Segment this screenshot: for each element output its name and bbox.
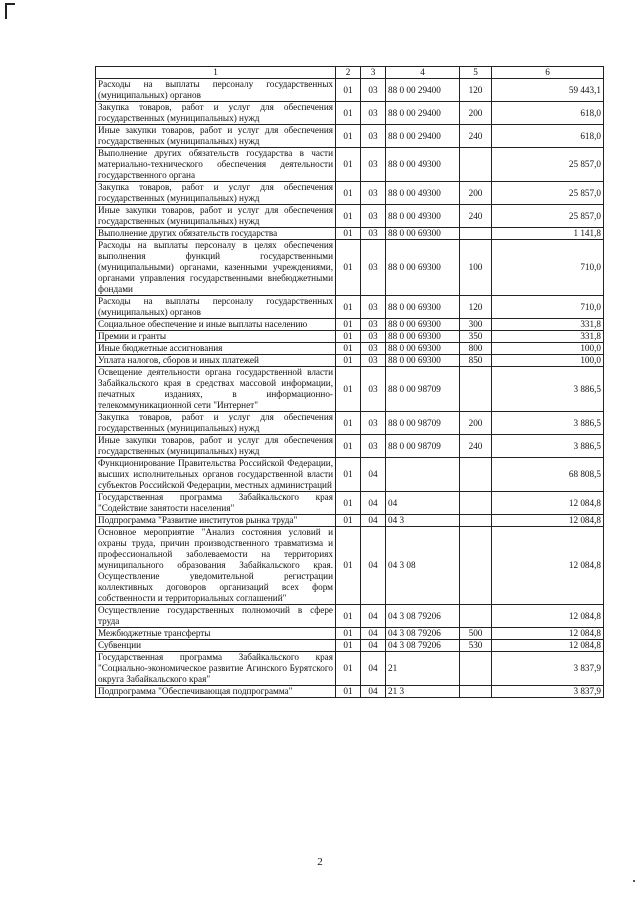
table-row [96,296,604,319]
cell-name: Социальное обеспечение и иные выплаты населению [96,319,336,331]
cell-sum: 12 084,8 [492,628,604,640]
cell-name: Выполнение других обязательств государства [96,228,336,240]
cell-sum: 331,8 [492,319,604,331]
cell-rz: 01 [336,296,361,319]
cell-pr: 04 [361,527,386,605]
cell-sum: 12 084,8 [492,605,604,628]
cell-name: Закупка товаров, работ и услуг для обеспечения государственных (муниципальных) нужд [96,182,336,205]
cell-rz: 01 [336,367,361,412]
cell-vr: 100 [460,240,492,296]
cell-csr: 88 0 00 69300 [386,331,460,343]
header-cell-csr: 4 [386,67,460,79]
scan-speck [633,880,635,882]
cell-sum: 25 857,0 [492,205,604,228]
cell-rz: 01 [336,628,361,640]
cell-vr [460,605,492,628]
cell-rz: 01 [336,458,361,492]
table-row [96,686,604,698]
cell-sum: 68 808,5 [492,458,604,492]
cell-sum: 12 084,8 [492,515,604,527]
cell-pr: 04 [361,515,386,527]
cell-vr: 530 [460,640,492,652]
budget-table [95,66,604,698]
cell-vr: 200 [460,182,492,205]
table-row [96,492,604,515]
table-row [96,102,604,125]
table-row [96,331,604,343]
cell-pr: 03 [361,205,386,228]
cell-vr: 350 [460,331,492,343]
cell-csr: 88 0 00 49300 [386,205,460,228]
cell-vr: 240 [460,125,492,148]
cell-rz: 01 [336,228,361,240]
cell-name: Расходы на выплаты персоналу государственных (муниципальных) органов [96,296,336,319]
cell-pr: 03 [361,125,386,148]
cell-vr: 800 [460,343,492,355]
cell-pr: 04 [361,605,386,628]
cell-vr [460,148,492,182]
table-row [96,515,604,527]
cell-sum: 25 857,0 [492,148,604,182]
cell-csr: 88 0 00 69300 [386,296,460,319]
table-row [96,355,604,367]
table-row [96,412,604,435]
cell-pr: 03 [361,367,386,412]
header-cell-sum: 6 [492,67,604,79]
cell-rz: 01 [336,435,361,458]
header-cell-vr: 5 [460,67,492,79]
header-cell-pr: 3 [361,67,386,79]
cell-name: Подпрограмма "Развитие институтов рынка труда" [96,515,336,527]
table-row [96,652,604,686]
table-row [96,435,604,458]
cell-name: Уплата налогов, сборов и иных платежей [96,355,336,367]
table-row [96,640,604,652]
cell-rz: 01 [336,240,361,296]
header-cell-rz: 2 [336,67,361,79]
cell-rz: 01 [336,102,361,125]
table-row [96,240,604,296]
cell-csr: 04 3 08 79206 [386,628,460,640]
header-cell-name: 1 [96,67,336,79]
cell-vr: 240 [460,205,492,228]
cell-name: Основное мероприятие "Анализ состояния условий и охраны труда, причин производственного травматизма и профессиональной заболеваемости на территориях муниципального образования Забайкальского края. Осуществление уведомительной регистрации коллективных договоров организаций всех форм собственности и территориальных соглашений" [96,527,336,605]
cell-csr: 88 0 00 29400 [386,79,460,102]
cell-pr: 03 [361,412,386,435]
table-row [96,228,604,240]
cell-csr: 88 0 00 69300 [386,228,460,240]
cell-rz: 01 [336,605,361,628]
cell-pr: 03 [361,343,386,355]
cell-csr: 04 3 08 79206 [386,640,460,652]
cell-rz: 01 [336,182,361,205]
cell-sum: 710,0 [492,240,604,296]
cell-name: Осуществление государственных полномочий в сфере труда [96,605,336,628]
cell-csr: 88 0 00 69300 [386,319,460,331]
cell-pr: 03 [361,102,386,125]
table-row [96,458,604,492]
cell-name: Освещение деятельности органа государственной власти Забайкальского края в средствах массовой информации, печатных изданиях, в информационно-телекоммуникационной сети "Интернет" [96,367,336,412]
cell-pr: 03 [361,148,386,182]
cell-name: Межбюджетные трансферты [96,628,336,640]
cell-vr: 200 [460,102,492,125]
table-row [96,605,604,628]
cell-csr: 88 0 00 69300 [386,355,460,367]
cell-rz: 01 [336,640,361,652]
cell-csr: 88 0 00 29400 [386,125,460,148]
page-number: 2 [317,856,323,868]
cell-rz: 01 [336,331,361,343]
table-row [96,125,604,148]
cell-name: Премии и гранты [96,331,336,343]
cell-sum: 3 886,5 [492,435,604,458]
table-row [96,343,604,355]
cell-sum: 25 857,0 [492,182,604,205]
cell-pr: 03 [361,296,386,319]
cell-rz: 01 [336,492,361,515]
cell-name: Выполнение других обязательств государства в части материально-технического обеспечения деятельности государственного органа [96,148,336,182]
cell-vr: 850 [460,355,492,367]
cell-sum: 3 886,5 [492,412,604,435]
cell-sum: 710,0 [492,296,604,319]
cell-pr: 03 [361,435,386,458]
cell-csr: 88 0 00 98709 [386,435,460,458]
cell-rz: 01 [336,515,361,527]
cell-sum: 12 084,8 [492,527,604,605]
cell-vr: 200 [460,412,492,435]
cell-csr: 04 [386,492,460,515]
table-row [96,628,604,640]
cell-sum: 618,0 [492,102,604,125]
cell-vr [460,527,492,605]
cell-vr [460,515,492,527]
cell-rz: 01 [336,355,361,367]
cell-pr: 03 [361,228,386,240]
cell-pr: 04 [361,628,386,640]
cell-csr: 88 0 00 49300 [386,182,460,205]
cell-vr: 300 [460,319,492,331]
cell-vr: 240 [460,435,492,458]
cell-csr: 21 3 [386,686,460,698]
cell-vr [460,652,492,686]
cell-name: Государственная программа Забайкальского края "Содействие занятости населения" [96,492,336,515]
cell-rz: 01 [336,343,361,355]
cell-pr: 03 [361,79,386,102]
cell-name: Закупка товаров, работ и услуг для обеспечения государственных (муниципальных) нужд [96,102,336,125]
cell-csr: 04 3 [386,515,460,527]
cell-vr: 120 [460,79,492,102]
table-row [96,182,604,205]
cell-name: Иные закупки товаров, работ и услуг для обеспечения государственных (муниципальных) нужд [96,125,336,148]
cell-csr: 88 0 00 49300 [386,148,460,182]
cell-csr: 88 0 00 98709 [386,367,460,412]
cell-rz: 01 [336,205,361,228]
cell-sum: 618,0 [492,125,604,148]
cell-pr: 04 [361,640,386,652]
cell-sum: 331,8 [492,331,604,343]
cell-name: Закупка товаров, работ и услуг для обеспечения государственных (муниципальных) нужд [96,412,336,435]
cell-csr: 88 0 00 69300 [386,240,460,296]
corner-mark [5,3,15,19]
cell-name: Государственная программа Забайкальского края "Социально-экономическое развитие Агинского Бурятского округа Забайкальского края" [96,652,336,686]
cell-sum: 12 084,8 [492,492,604,515]
cell-rz: 01 [336,527,361,605]
table-row [96,79,604,102]
cell-pr: 03 [361,240,386,296]
cell-pr: 04 [361,686,386,698]
cell-csr: 04 3 08 79206 [386,605,460,628]
cell-name: Функционирование Правительства Российской Федерации, высших исполнительных органов государственной власти субъектов Российской Федерации, местных администраций [96,458,336,492]
cell-name: Субвенции [96,640,336,652]
cell-rz: 01 [336,125,361,148]
table-row [96,367,604,412]
cell-vr [460,686,492,698]
table-row [96,205,604,228]
cell-pr: 03 [361,355,386,367]
cell-name: Иные закупки товаров, работ и услуг для обеспечения государственных (муниципальных) нужд [96,205,336,228]
cell-pr: 04 [361,492,386,515]
cell-sum: 3 837,9 [492,686,604,698]
cell-vr: 120 [460,296,492,319]
header-row [96,67,604,79]
cell-pr: 03 [361,319,386,331]
cell-rz: 01 [336,319,361,331]
cell-rz: 01 [336,79,361,102]
cell-rz: 01 [336,148,361,182]
cell-name: Подпрограмма "Обеспечивающая подпрограмма" [96,686,336,698]
cell-sum: 3 886,5 [492,367,604,412]
cell-sum: 100,0 [492,355,604,367]
cell-sum: 59 443,1 [492,79,604,102]
cell-pr: 04 [361,458,386,492]
cell-rz: 01 [336,412,361,435]
cell-vr: 500 [460,628,492,640]
cell-csr: 88 0 00 29400 [386,102,460,125]
cell-name: Иные закупки товаров, работ и услуг для обеспечения государственных (муниципальных) нужд [96,435,336,458]
cell-csr: 88 0 00 69300 [386,343,460,355]
cell-vr [460,367,492,412]
cell-rz: 01 [336,686,361,698]
cell-pr: 04 [361,652,386,686]
cell-sum: 1 141,8 [492,228,604,240]
table-row [96,527,604,605]
cell-pr: 03 [361,331,386,343]
cell-name: Расходы на выплаты персоналу государственных (муниципальных) органов [96,79,336,102]
table-row [96,148,604,182]
cell-csr: 88 0 00 98709 [386,412,460,435]
cell-rz: 01 [336,652,361,686]
cell-csr [386,458,460,492]
cell-csr: 21 [386,652,460,686]
cell-sum: 100,0 [492,343,604,355]
cell-vr [460,458,492,492]
cell-csr: 04 3 08 [386,527,460,605]
cell-sum: 12 084,8 [492,640,604,652]
cell-name: Иные бюджетные ассигнования [96,343,336,355]
table-row [96,319,604,331]
cell-sum: 3 837,9 [492,652,604,686]
cell-vr [460,228,492,240]
cell-vr [460,492,492,515]
cell-pr: 03 [361,182,386,205]
cell-name: Расходы на выплаты персоналу в целях обеспечения выполнения функций государственными (муниципальными) органами, казенными учреждениями, органами управления государственными внебюджетными фондами [96,240,336,296]
